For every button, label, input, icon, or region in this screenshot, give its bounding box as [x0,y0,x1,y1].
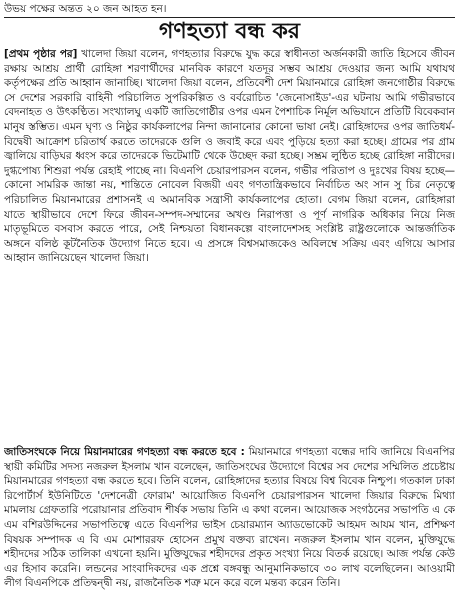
article-headline: গণহত্যা বন্ধ কর [158,19,301,44]
article-body-1-text: খালেদা জিয়া বলেন, গণহত্যার বিরুদ্ধে যুদ্ধ করে স্বাধীনতা অর্জনকারী জাতি হিসেবে জীবন রক্ষায় আশ্রয় প্রার্থী রোহিঙ্গা শরণার্থীদের মানবিক কারণে যতদূর সম্ভব আশ্রয় দেওয়ার জন্য আমি যথাযথ কর্তৃপক্ষের প্রতি আহ্বান জানাচ্ছি। খালেদা জিয়া বলেন, প্রতিবেশী দেশ মিয়ানমারে রোহিঙ্গা জনগোষ্ঠীর বিরুদ্ধে সে দেশের সরকারি বাহিনী পরিচালিত সুপরিকল্পিত ও বর্বরোচিত 'জেনোসাইড'-এর ঘটনায় আমি গভীরভাবে বেদনাহত ও উৎকণ্ঠিত। সংখ্যালঘু একটি জাতিগোষ্ঠীর ওপর এমন পৈশাচিক নির্মূল অভিযানে প্রতিটি বিবেকবান মানুষ স্তম্ভিত। এমন ঘৃণ্য ও নিষ্ঠুর কার্যকলাপের নিন্দা জানানোর কোনো ভাষা নেই। রোহিঙ্গাদের ওপর জাতিধর্ম-বিদ্বেষী আক্রোশ চরিতার্থ করতে তাদেরকে গুলি ও জবাই করে এবং পুড়িয়ে হত্যা করা হচ্ছে। গ্রামের পর গ্রাম জ্বালিয়ে বাড়িঘর ধ্বংস করে তাদেরকে ভিটেমাটি থেকে উচ্ছেদ করা হচ্ছে। সম্ভ্রম লুন্ঠিত হচ্ছে রোহিঙ্গা নারীদের। দুগ্ধপোষ্য শিশুরা পর্যন্ত রেহাই পাচ্ছে না। বিএনপি চেয়ারপারসন বলেন, গভীর পরিতাপ ও দুঃখের বিষয় হচ্ছে— কোনো সামরিক জান্তা নয়, শান্তিতে নোবেল বিজয়ী এবং গণতান্ত্রিকভাবে নির্বাচিত অং সান সু চির নেতৃত্বে পরিচালিত মিয়ানমারের প্রশাসনই এ অমানবিক সন্ত্রাসী কার্যকলাপের হোতা। বেগম জিয়া বলেন, রোহিঙ্গারা যাতে স্থায়ীভাবে দেশে ফিরে জীবন-সম্পদ-সম্মানের অখণ্ড নিরাপত্তা ও পূর্ণ নাগরিক অধিকার নিয়ে নিজ মাতৃভূমিতে বসবাস করতে পারে, সেই নিশ্চয়তা বিধানকল্পে বাংলাদেশসহ সংশ্লিষ্ট রাষ্ট্রগুলোকে আন্তর্জাতিক অঙ্গনে বলিষ্ঠ কূটনৈতিক উদ্যোগ নিতে হবে। এ প্রসঙ্গে বিশ্বসমাজকেও অবিলম্বে সক্রিয় এবং এগিয়ে আসার আহ্বান জানিয়েছেন খালেদা জিয়া। [4,48,455,265]
article-body-2 [4,445,455,591]
article-body-1 [4,47,455,445]
continuation-marker: [প্রথম পৃষ্ঠার পর] [4,48,78,60]
divider [4,17,455,18]
previous-article-tail: উভয় পক্ষের অন্তত ২০ জন আহত হন। [4,3,167,15]
subheading: জাতিসংঘকে নিয়ে মিয়ানমারের গণহত্যা বন্ধ করতে হবে : [4,446,245,458]
article-body-2-text: মিয়ানমারে গণহত্যা বন্ধের দাবি জানিয়ে বিএনপির স্থায়ী কমিটির সদস্য নজরুল ইসলাম খান বলেছেন, জাতিসংঘের উদ্যোগে বিশ্বের সব দেশের সম্মিলিত প্রচেষ্টায় মিয়ানমারের গণহত্যা বন্ধ করতে হবে। তিনি বলেন, রোহিঙ্গাদের হত্যার বিষয়ে বিশ্ব বিবেক নিশ্চুপ। গতকাল ঢাকা রিপোর্টার্স ইউনিটিতে 'দেশনেত্রী ফোরাম' আয়োজিত বিএনপি চেয়ারপারসন খালেদা জিয়ার বিরুদ্ধে মিথ্যা মামলায় গ্রেফতারি পরোয়ানার প্রতিবাদ শীর্ষক সভায় তিনি এ কথা বলেন। আয়োজক সংগঠনের সভাপতি এ কে এম বশিরউদ্দিনের সভাপতিত্বে এতে বিএনপির ভাইস চেয়ারম্যান অ্যাডভোকেট আহমদ আযম খান, প্রশিক্ষণ বিষয়ক সম্পাদক এ বি এম মোশাররফ হোসেন প্রমুখ বক্তব্য রাখেন। নজরুল ইসলাম খান বলেন, মুক্তিযুদ্ধে শহীদদের সঠিক তালিকা এখনো হয়নি। মুক্তিযুদ্ধের শহীদদের প্রকৃত সংখ্যা নিয়ে বিতর্ক রয়েছে। আজ পর্যন্ত কেউ এর হিসাব করেনি। লন্ডনের সাংবাদিকদের এক প্রশ্নে বঙ্গবন্ধু আনুমানিকভাবে ৩০ লাখ বলেছিলেন। আওয়ামী লীগ বিএনপিকে প্রতিদ্বন্দ্বী নয়, রাজনৈতিক শত্রু মনে করে বলে মন্তব্য করেন তিনি। [4,446,455,590]
